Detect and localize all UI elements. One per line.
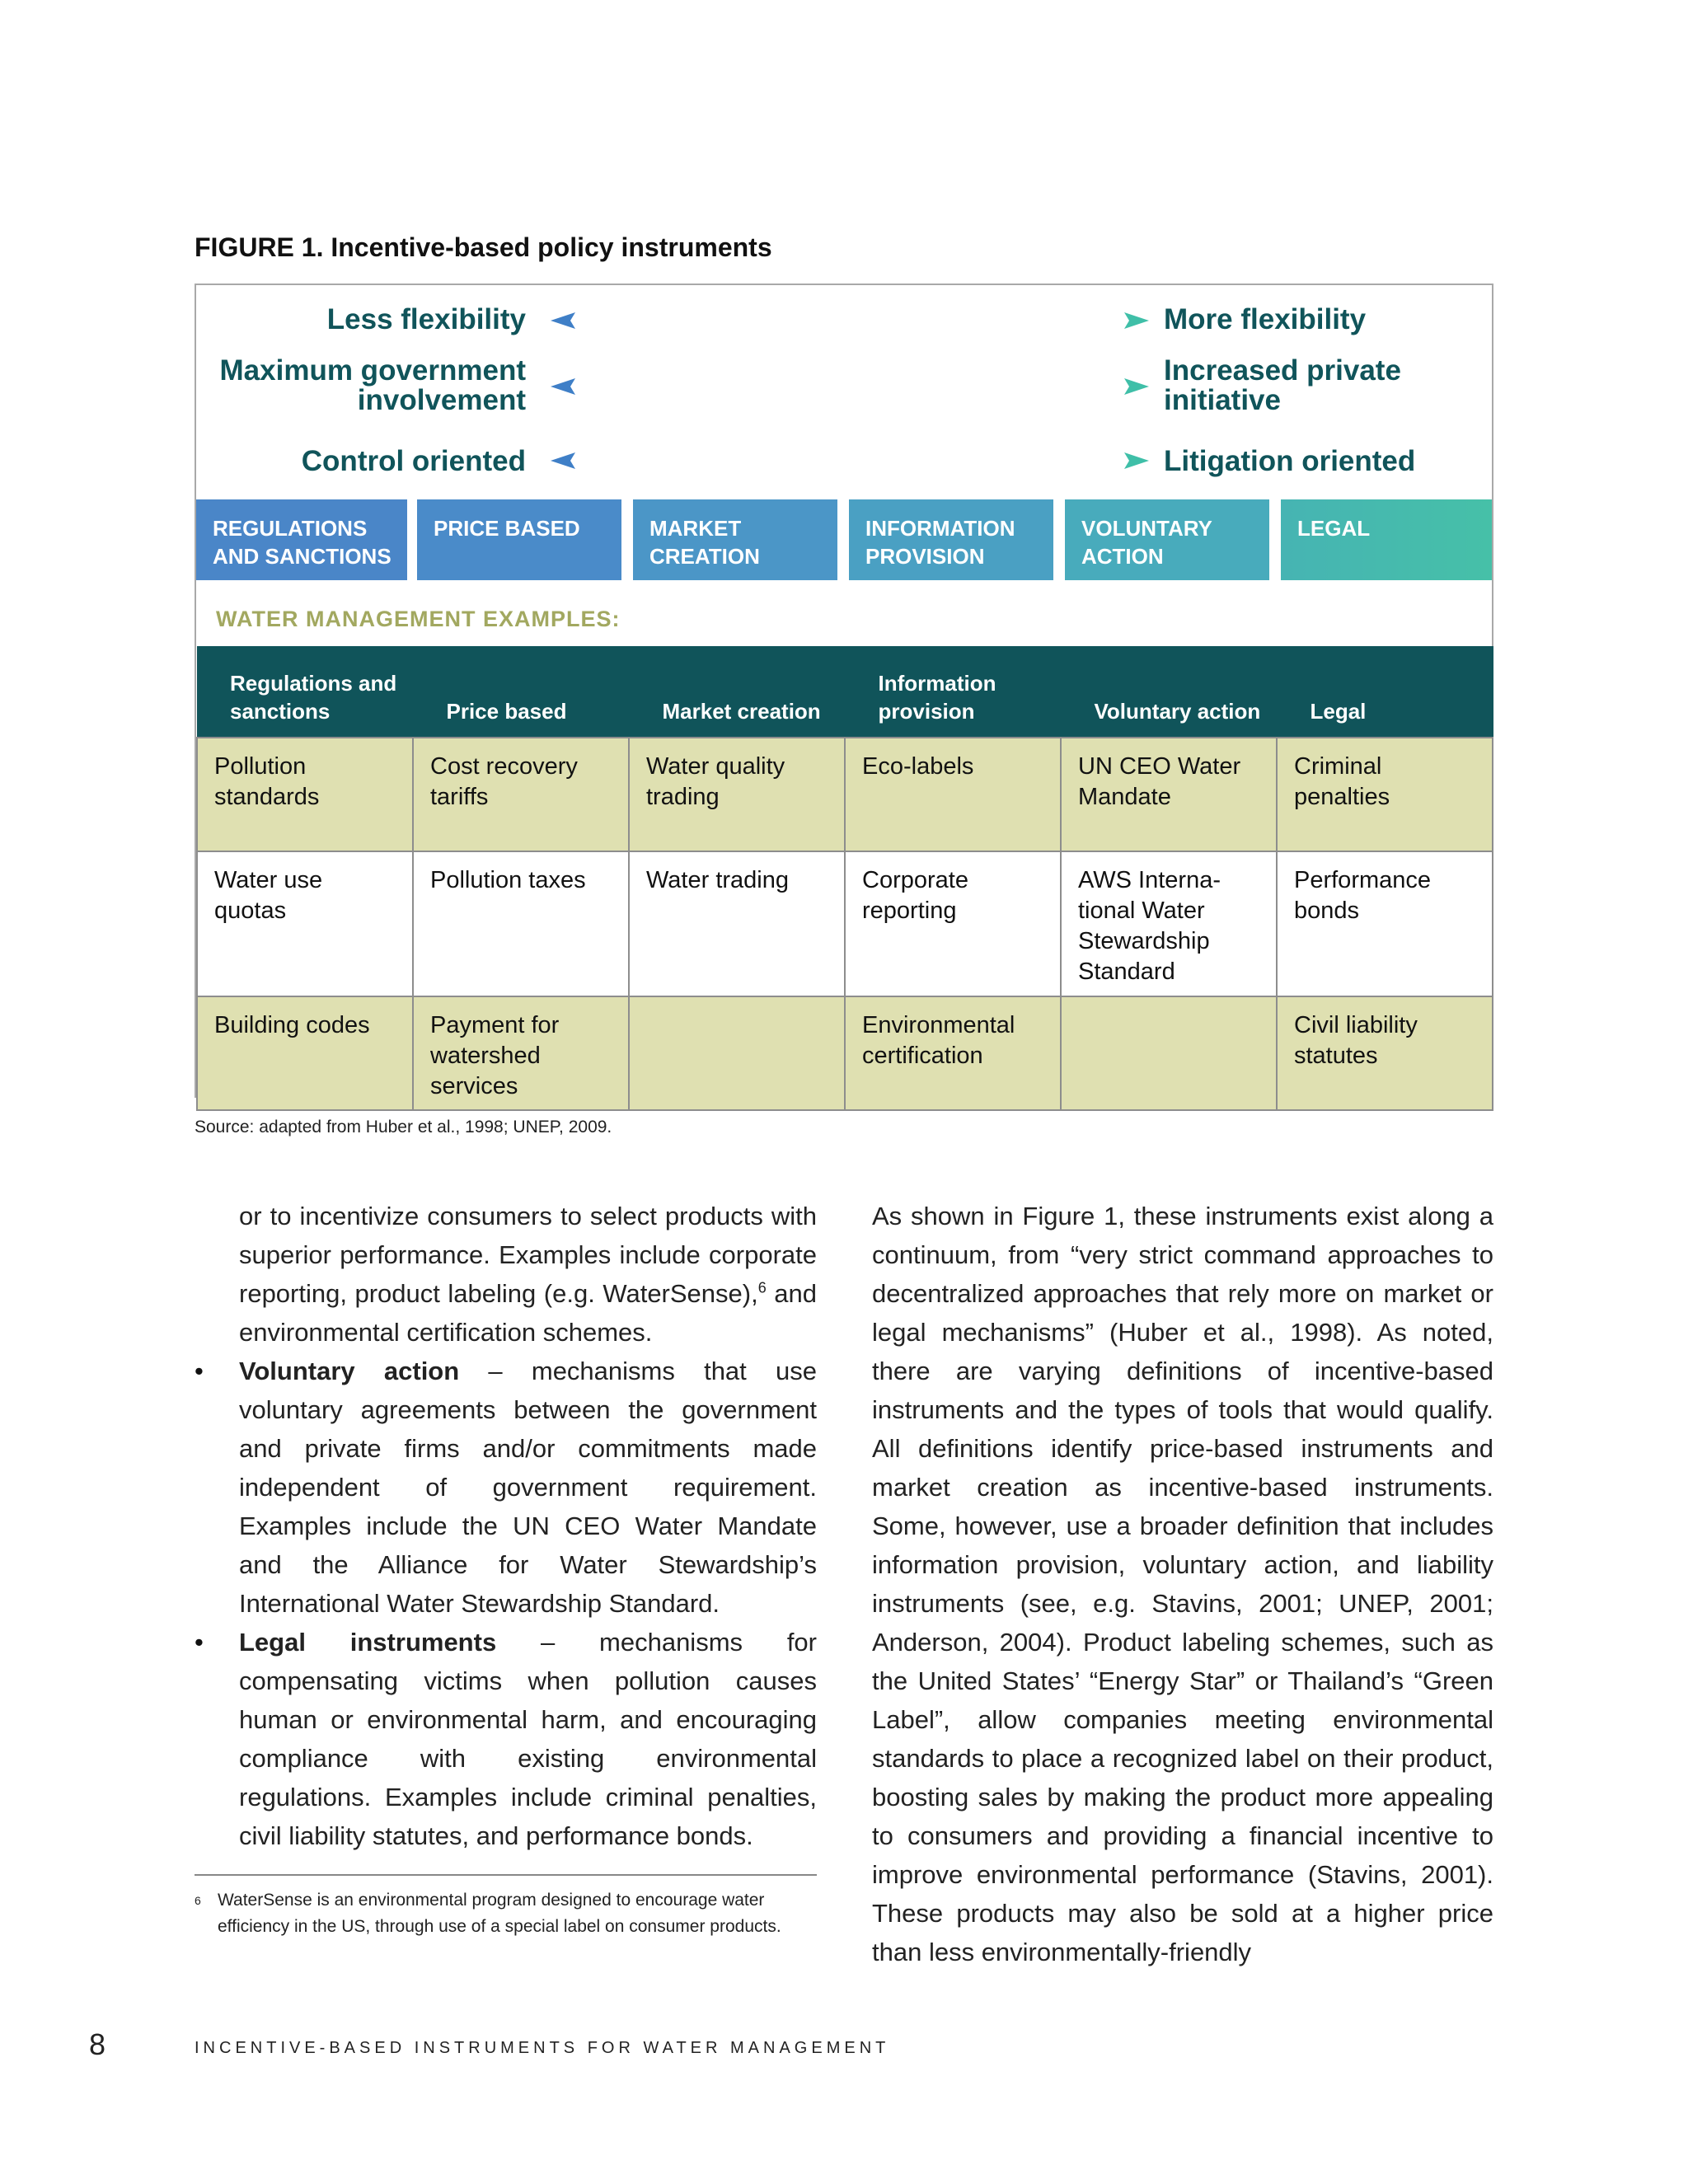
left-intro-paragraph: [195, 1197, 817, 1352]
bullet-voluntary-action: [195, 1352, 817, 1623]
table-header-row: [197, 646, 1493, 738]
right-paragraph: As shown in Figure 1, these instruments exist along a continuum, from “very strict command approaches to decentralized approaches that rely more on market or legal mechanisms” (Huber et al., 1998). As noted, there are varying definitions of incentive-based instruments and the types of tools that would qualify. All definitions identify price-based instruments and market creation as incentive-based instruments. Some, however, use a broader definition that includes information provision, voluntary action, and liability instruments (see, e.g. Stavins, 2001; UNEP, 2001; Anderson, 2004). Product labeling schemes, such as the United States’ “Energy Star” or Thailand’s “Green Label”, allow companies meeting environmental standards to place a recognized label on their product, boosting sales by making the product more appealing to consumers and providing a financial incentive to improve environmental performance (Stavins, 2001). These products may also be sold at a higher price than less environmentally-friendly: [872, 1202, 1493, 1966]
table-cell: Pollution standards: [197, 738, 413, 851]
footnote-divider: [195, 1874, 817, 1876]
table-header: Regulations and sanctions: [197, 646, 413, 738]
category-voluntary-action: VOLUNTARY ACTION: [1065, 499, 1269, 580]
page-number: 8: [89, 2027, 106, 2061]
footnote: [195, 1887, 817, 1940]
table-header: Price based: [413, 646, 629, 738]
table-cell: Cost recovery tariffs: [413, 738, 629, 851]
left-column: [195, 1197, 817, 1855]
double-arrow-icon: [551, 448, 1149, 473]
table-header: Information provision: [845, 646, 1061, 738]
category-bar: [196, 499, 1492, 580]
arrow-right-label: Increased private initiative: [1164, 354, 1401, 416]
arrow-left-label: Control oriented: [301, 445, 526, 477]
table-cell: Water trading: [629, 851, 845, 996]
footnote-number: 6: [195, 1894, 201, 1907]
bullet-paragraph: [195, 1623, 817, 1855]
arrow-left-label: Less flexibility: [326, 303, 526, 335]
double-arrow-icon: [551, 308, 1149, 333]
figure-source: Source: adapted from Huber et al., 1998; UNEP, 2009.: [195, 1118, 612, 1137]
bullet-term: Legal instruments: [239, 1628, 497, 1657]
footnote-text: WaterSense is an environmental program designed to encourage water efficiency in the US, through use of a special label on consumer products.: [218, 1891, 781, 1936]
table-header: Voluntary action: [1061, 646, 1277, 738]
double-arrow-icon: [551, 374, 1149, 399]
table-cell: Building codes: [197, 996, 413, 1110]
bullet-legal-instruments: [195, 1623, 817, 1855]
table-row: [197, 996, 1493, 1110]
running-title: INCENTIVE-BASED INSTRUMENTS FOR WATER MANAGEMENT: [195, 2039, 890, 2057]
figure-title: FIGURE 1. Incentive-based policy instruments: [195, 232, 772, 262]
table-cell: Criminal penalties: [1277, 738, 1493, 851]
bullet-text: – mechanisms for compensating victims when pollution causes human or environmental harm, and encouraging compliance with existing environmental regulations. Examples include criminal penalties, civil liability statutes, and performance bonds.: [239, 1628, 817, 1850]
intro-text: or to incentivize consumers to select products with superior performance. Examples include corporate reporting, product labeling (e.g. WaterSense),: [239, 1202, 817, 1308]
category-information-provision: INFORMATION PROVISION: [849, 499, 1053, 580]
bullet-icon: •: [195, 1357, 204, 1385]
table-row: [197, 851, 1493, 996]
bullet-term: Voluntary action: [239, 1357, 460, 1385]
table-cell: UN CEO Water Mandate: [1061, 738, 1277, 851]
table-cell: Pollution taxes: [413, 851, 629, 996]
arrow-left-label: Maximum government involvement: [219, 354, 526, 416]
table-header: Legal: [1277, 646, 1493, 738]
examples-table: [196, 646, 1493, 1111]
figure-box: [195, 284, 1493, 1098]
table-cell: Performance bonds: [1277, 851, 1493, 996]
table-cell: [629, 996, 845, 1110]
table-cell: Environmental certification: [845, 996, 1061, 1110]
table-cell: Corporate reporting: [845, 851, 1061, 996]
table-cell: AWS Interna-tional Water Stewardship Standard: [1061, 851, 1277, 996]
right-column: [872, 1197, 1493, 1971]
category-market-creation: MARKET CREATION: [633, 499, 837, 580]
bullet-text: – mechanisms that use voluntary agreements between the government and private firms and/or commitments made independent of government requirement. Examples include the UN CEO Water Mandate and the Alliance for Water Stewardship’s International Water Stewardship Standard.: [239, 1357, 817, 1618]
category-price-based: PRICE BASED: [417, 499, 621, 580]
arrow-right-label: Litigation oriented: [1164, 445, 1416, 477]
table-cell: Civil liability statutes: [1277, 996, 1493, 1110]
category-legal: LEGAL: [1281, 499, 1492, 580]
bullet-icon: •: [195, 1628, 204, 1657]
table-cell: Payment for watershed services: [413, 996, 629, 1110]
category-regulations: REGULATIONS AND SANCTIONS: [196, 499, 407, 580]
table-header: Market creation: [629, 646, 845, 738]
table-row: [197, 738, 1493, 851]
table-cell: [1061, 996, 1277, 1110]
table-cell: Eco-labels: [845, 738, 1061, 851]
arrow-right-label: More flexibility: [1164, 303, 1367, 335]
intro-text-end: and environmental certification schemes.: [239, 1279, 817, 1347]
bullet-paragraph: [195, 1352, 817, 1623]
water-management-label: WATER MANAGEMENT EXAMPLES:: [216, 607, 621, 631]
footnote-ref[interactable]: 6: [757, 1279, 767, 1296]
table-cell: Water use quotas: [197, 851, 413, 996]
table-cell: Water quality trading: [629, 738, 845, 851]
